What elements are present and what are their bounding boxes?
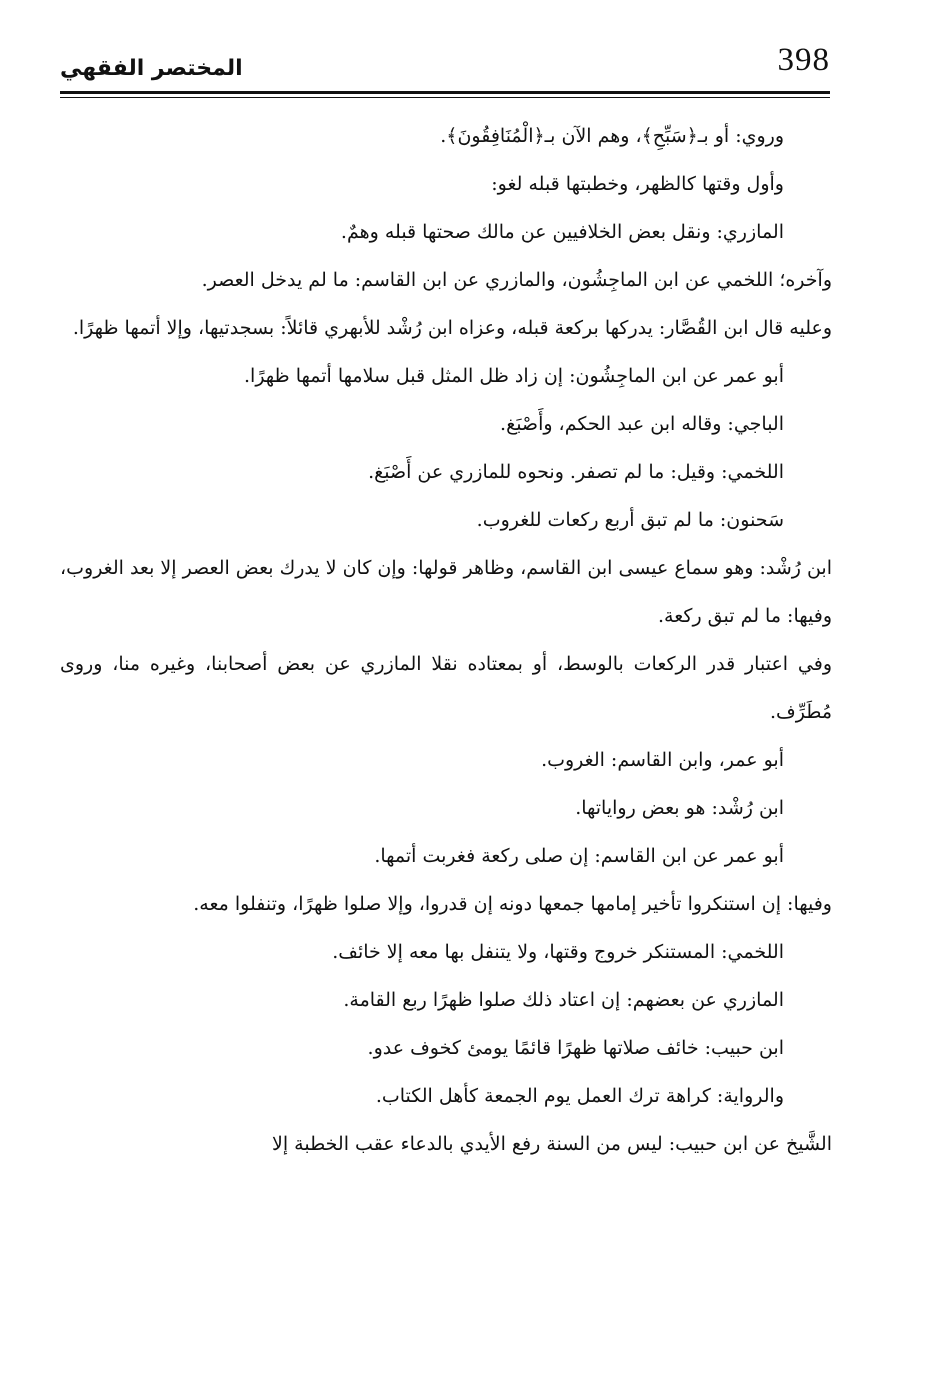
header-rule-thick (60, 91, 830, 94)
paragraph: الباجي: وقاله ابن عبد الحكم، وأَصْبَغ. (500, 413, 784, 435)
paragraph: أبو عمر عن ابن القاسم: إن صلى ركعة فغربت أتمها. (374, 845, 784, 867)
paragraph: الشَّيخ عن ابن حبيب: ليس من السنة رفع الأيدي بالدعاء عقب الخطبة إلا (272, 1133, 832, 1155)
paragraph: أبو عمر، وابن القاسم: الغروب. (541, 749, 784, 771)
paragraph: ابن رُشْد: هو بعض رواياتها. (575, 797, 784, 819)
paragraph: وعليه قال ابن القُصَّار: يدركها بركعة قبله، وعزاه ابن رُشْد للأبهري قائلاً: بسجدتيها، وإلا أتمها ظهرًا. (72, 317, 832, 339)
paragraph: وفيها: إن استنكروا تأخير إمامها جمعها دونه إن قدروا، وإلا صلوا ظهرًا، وتنفلوا معه. (193, 893, 832, 915)
paragraph: وروي: أو بـ﴿سَبِّحِ﴾، وهم الآن بـ﴿الْمُنَافِقُونَ﴾. (440, 125, 784, 147)
paragraph: والرواية: كراهة ترك العمل يوم الجمعة كأهل الكتاب. (375, 1085, 784, 1107)
paragraph: اللخمي: المستنكر خروج وقتها، ولا يتنفل بها معه إلا خائف. (332, 941, 784, 963)
paragraph: سَحنون: ما لم تبق أربع ركعات للغروب. (476, 509, 784, 531)
paragraph: ابن حبيب: خائف صلاتها ظهرًا قائمًا يومئ كخوف عدو. (367, 1037, 784, 1059)
page-header (60, 40, 830, 90)
paragraph: أبو عمر عن ابن الماجِشُون: إن زاد ظل المثل قبل سلامها أتمها ظهرًا. (244, 365, 784, 387)
paragraph: وآخره؛ اللخمي عن ابن الماجِشُون، والمازري عن ابن القاسم: ما لم يدخل العصر. (201, 269, 832, 291)
paragraph: وفي اعتبار قدر الركعات بالوسط، أو بمعتاده نقلا المازري عن بعض أصحابنا، وغيره منا، وروى مُطَرِّف. (60, 653, 832, 723)
body-text (60, 112, 832, 1168)
paragraph: ابن رُشْد: وهو سماع عيسى ابن القاسم، وظاهر قولها: وإن كان لا يدرك بعض العصر إلا بعد الغروب، وفيها: ما لم تبق ركعة. (60, 557, 832, 627)
paragraph: اللخمي: وقيل: ما لم تصفر. ونحوه للمازري عن أَصْبَغ. (368, 461, 784, 483)
paragraph: المازري عن بعضهم: إن اعتاد ذلك صلوا ظهرًا ربع القامة. (343, 989, 784, 1011)
paragraph: المازري: ونقل بعض الخلافيين عن مالك صحتها قبله وهمٌ. (340, 221, 784, 243)
running-title: المختصر الفقهي (60, 56, 243, 81)
paragraph: وأول وقتها كالظهر، وخطبتها قبله لغو: (491, 173, 784, 195)
header-rule-thin (60, 97, 830, 98)
page-number: 398 (777, 42, 830, 78)
